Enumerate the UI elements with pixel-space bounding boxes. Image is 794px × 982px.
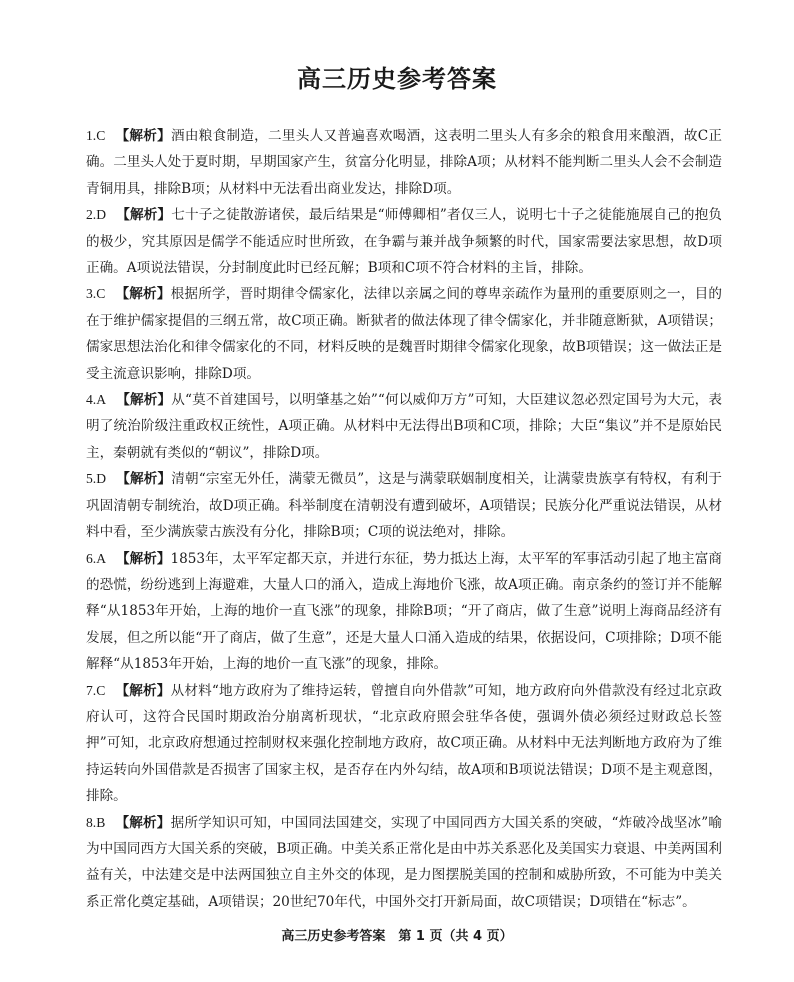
answer-item-4 (86, 387, 722, 466)
page-title: 高三历史参考答案 (297, 65, 497, 93)
question-number: 1. (86, 128, 97, 143)
answer-item-2 (86, 202, 722, 281)
answer-letter: D (96, 471, 107, 487)
page-footer: 高三历史参考答案 第 1 页（共 4 页） (281, 929, 513, 944)
analysis-text: 从“莫不首建国号，以明肇基之始”“何以威仰万方”可知，大臣建议忽必烈定国号为大元，表明了统治阶级注重政权正统性，A项正确。从材料中无法得出B项和C项，排除；大臣“集议”并不是原始民主，秦朝就有类似的“朝议”，排除D项。 (86, 392, 723, 461)
question-number: 8. (86, 814, 97, 830)
answer-item-6 (86, 546, 722, 678)
question-number: 2. (86, 207, 97, 223)
answer-letter: C (96, 682, 106, 698)
analysis-tag: 【解析】 (115, 814, 171, 831)
answer-letter: B (96, 814, 106, 830)
answer-item-3 (86, 281, 722, 387)
question-number: 3. (86, 286, 97, 302)
answer-item-1 (86, 123, 722, 202)
answer-letter: D (96, 207, 107, 223)
analysis-tag: 【解析】 (115, 128, 171, 144)
answer-item-8 (86, 810, 722, 916)
answer-item-5 (86, 466, 722, 545)
analysis-text: 据所学知识可知，中国同法国建交，实现了中国同西方大国关系的突破，“炸破冷战坚冰”喻为中国同西方大国关系的突破，B项正确。中美关系正常化是由中苏关系恶化及美国实力衰退、中美两国利益有关，中法建交是中法两国独立自主外交的体现，是力图摆脱美国的控制和威胁所致，不可能为中美关系正常化奠定基础，A项错误；20世纪70年代，中国外交打开新局面，故C项错误；D项错在“标志”。 (86, 814, 722, 910)
question-number: 7. (86, 682, 97, 698)
analysis-tag: 【解析】 (115, 682, 171, 699)
analysis-text: 七十子之徒散游诸侯，最后结果是“师傅卿相”者仅三人，说明七十子之徒能施展自己的抱负的极少，究其原因是儒学不能适应时世所致，在争霸与兼并战争频繁的时代，国家需要法家思想，故D项正确。A项说法错误，分封制度此时已经瓦解；B项和C项不符合材料的主旨，排除。 (86, 207, 722, 277)
analysis-tag: 【解析】 (116, 471, 172, 488)
answer-letter: C (96, 128, 106, 143)
question-number: 5. (86, 471, 97, 487)
answer-letter: A (96, 392, 107, 408)
question-number: 6. (86, 550, 97, 566)
analysis-tag: 【解析】 (116, 550, 171, 567)
answer-list (86, 123, 722, 915)
analysis-text: 根据所学，晋时期律令儒家化，法律以亲属之间的尊卑亲疏作为量刑的重要原则之一，目的在于维护儒家提倡的三纲五常，故C项正确。断狱者的做法体现了律令儒家化，并非随意断狱，A项错误；儒家思想法治化和律令儒家化的不同，材料反映的是魏晋时期律令儒家化现象，故B项错误；这一做法正是受主流意识影响，排除D项。 (86, 286, 723, 382)
answer-letter: C (96, 286, 106, 302)
analysis-text: 从材料“地方政府为了维持运转，曾擅自向外借款”可知，地方政府向外借款没有经过北京政府认可，这符合民国时期政治分崩离析现状，“北京政府照会驻华各使，强调外债必须经过财政总长签押”可知，北京政府想通过控制财权来强化控制地方政府，故C项正确。从材料中无法判断地方政府为了维持运转向外国借款是否损害了国家主权，是否存在内外勾结，故A项和B项说法错误；D项不是主观意图，排除。 (86, 682, 722, 805)
analysis-text: 酒由粮食制造，二里头人又普遍喜欢喝酒，这表明二里头人有多余的粮食用来酿酒，故C正确。二里头人处于夏时期，早期国家产生，贫富分化明显，排除A项；从材料不能判断二里头人会不会制造青铜用具，排除B项；从材料中无法看出商业发达，排除D项。 (86, 128, 722, 197)
question-number: 4. (86, 392, 97, 408)
analysis-tag: 【解析】 (115, 286, 171, 303)
analysis-tag: 【解析】 (116, 207, 172, 224)
analysis-text: 清朝“宗室无外任，满蒙无微员”，这是与满蒙联姻制度相关，让满蒙贵族享有特权，有利于巩固清朝专制统治，故D项正确。科举制度在清朝没有遭到破坏，A项错误；民族分化严重说法错误，从材料中看，至少满族蒙古族没有分化，排除B项；C项的说法绝对，排除。 (86, 471, 722, 541)
analysis-tag: 【解析】 (116, 392, 172, 409)
analysis-text: 1853年，太平军定都天京，并进行东征，势力抵达上海，太平军的军事活动引起了地主富商的恐慌，纷纷逃到上海避难，大量人口的涌入，造成上海地价飞涨，故A项正确。南京条约的签订并不能解释“从1853年开始，上海的地价一直飞涨”的现象，排除B项；“开了商店，做了生意”说明上海商品经济有发展，但之所以能“开了商店，做了生意”，还是大量人口涌入造成的结果，依据设问，C项排除；D项不能解释“从1853年开始，上海的地价一直飞涨”的现象，排除。 (86, 550, 723, 673)
answer-letter: A (96, 550, 107, 566)
answer-item-7 (86, 678, 722, 810)
